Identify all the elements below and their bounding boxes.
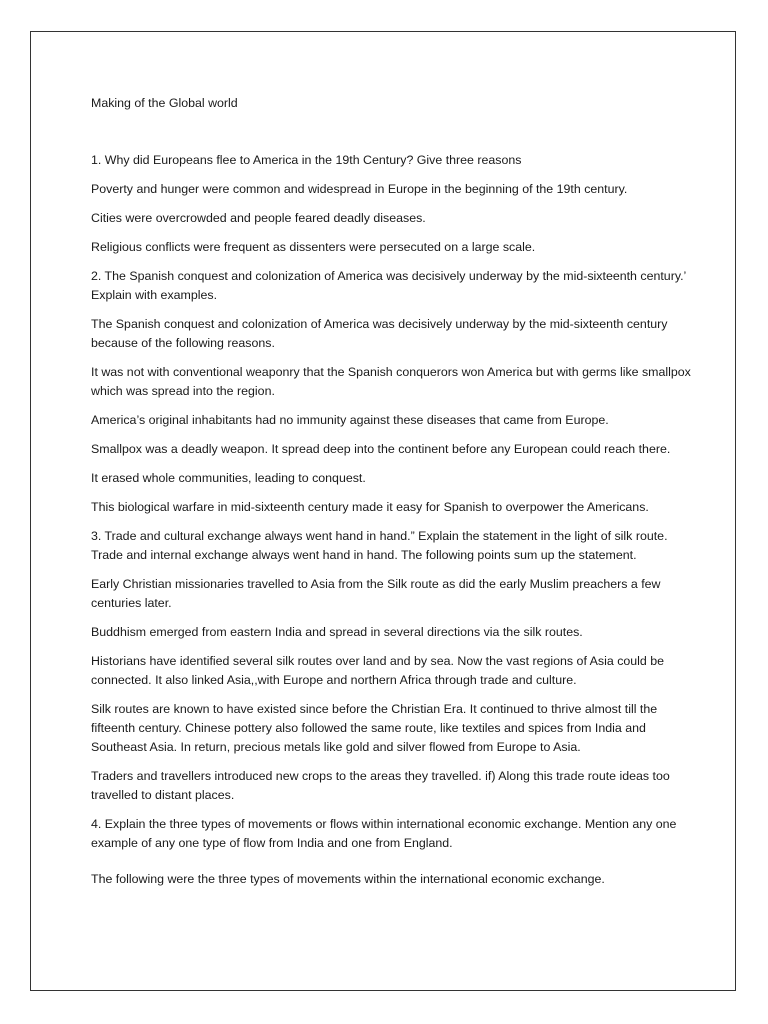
- document-title: Making of the Global world: [91, 96, 238, 110]
- paragraph: The following were the three types of movements within the international economic exchange.: [91, 872, 605, 886]
- paragraph: It erased whole communities, leading to conquest.: [91, 471, 366, 485]
- paragraph: Early Christian missionaries travelled to Asia from the Silk route as did the early Muslim preachers a few centuries later.: [91, 577, 661, 610]
- document-page: [30, 31, 736, 991]
- paragraph: Historians have identified several silk routes over land and by sea. Now the vast regions of Asia could be connected. It also linked Asia,,with Europe and northern Africa through trade and culture.: [91, 654, 665, 687]
- paragraph: It was not with conventional weaponry that the Spanish conquerors won America but with germs like smallpox which was spread into the region.: [91, 365, 691, 398]
- paragraph: Buddhism emerged from eastern India and spread in several directions via the silk routes.: [91, 625, 583, 639]
- paragraph: America’s original inhabitants had no immunity against these diseases that came from Europe.: [91, 413, 609, 427]
- paragraph: The Spanish conquest and colonization of America was decisively underway by the mid-sixteenth century because of the following reasons.: [91, 317, 668, 350]
- document-body: [91, 94, 691, 899]
- paragraph: Religious conflicts were frequent as dissenters were persecuted on a large scale.: [91, 240, 536, 254]
- paragraph: Silk routes are known to have existed since before the Christian Era. It continued to thrive almost till the fifteenth century. Chinese pottery also followed the same route, like textiles and spices from India and Southeast Asia. In return, precious metals like gold and silver flowed from Europe to Asia.: [91, 702, 658, 754]
- paragraph: Smallpox was a deadly weapon. It spread deep into the continent before any European could reach there.: [91, 442, 671, 456]
- paragraph: Trade and internal exchange always went hand in hand. The following points sum up the statement.: [91, 548, 637, 562]
- question-4: 4. Explain the three types of movements or flows within international economic exchange. Mention any one example of any one type of flow from India and one from England.: [91, 817, 677, 850]
- question-2: 2. The Spanish conquest and colonization of America was decisively underway by the mid-sixteenth century.’ Explain with examples.: [91, 269, 686, 302]
- paragraph: Poverty and hunger were common and widespread in Europe in the beginning of the 19th century.: [91, 182, 628, 196]
- question-1: 1. Why did Europeans flee to America in the 19th Century? Give three reasons: [91, 153, 522, 167]
- paragraph: Traders and travellers introduced new crops to the areas they travelled. if) Along this trade route ideas too travelled to distant places.: [91, 769, 670, 802]
- question-3: 3. Trade and cultural exchange always went hand in hand.” Explain the statement in the light of silk route.: [91, 529, 668, 543]
- paragraph: Cities were overcrowded and people feared deadly diseases.: [91, 211, 426, 225]
- paragraph: This biological warfare in mid-sixteenth century made it easy for Spanish to overpower the Americans.: [91, 500, 649, 514]
